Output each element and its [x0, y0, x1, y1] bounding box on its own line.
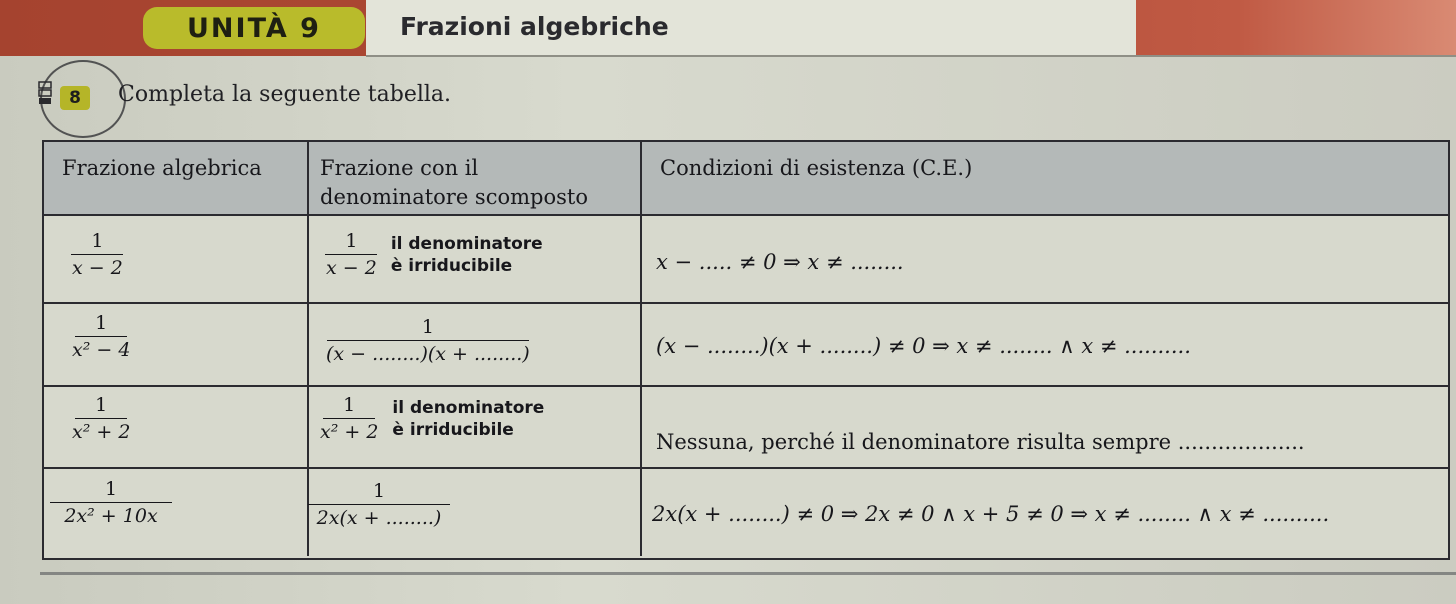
header-factored-line2: denominatore scomposto — [320, 185, 588, 209]
unit-label: UNITÀ 9 — [143, 7, 365, 49]
chapter-title: Frazioni algebriche — [400, 12, 669, 41]
row4-fraction: $\frac{1}{\text{2x² + 10x}}$ — [50, 478, 172, 527]
note-line: il denominatore — [392, 397, 545, 418]
row-divider — [44, 467, 1448, 469]
row1-factored: $\frac{1}{x - 2}$ il denominatore è irriducibile — [326, 230, 543, 279]
row4-conditions: 2x(x + ........) ≠ 0 ⇒ 2x ≠ 0 ∧ x + 5 ≠ 0 ⇒ x ≠ ........ ∧ x ≠ .......... — [652, 502, 1330, 526]
row-divider — [44, 385, 1448, 387]
row2-fraction: $\frac{1}{\text{x² − 4}}$ — [72, 312, 131, 361]
row3-conditions: Nessuna, perché il denominatore risulta sempre ................... — [656, 430, 1305, 454]
exercise-table — [42, 140, 1450, 560]
row3-fraction: $\frac{1}{\text{x² + 2}}$ — [72, 394, 131, 443]
header-conditions: Condizioni di esistenza (C.E.) — [660, 156, 973, 180]
row2-conditions: (x − ........)(x + ........) ≠ 0 ⇒ x ≠ ........ ∧ x ≠ .......... — [656, 334, 1191, 358]
note-line: è irriducibile — [392, 419, 514, 440]
row2-factored: $\frac{1}{(x - ........)(x + ........)}$ — [326, 316, 530, 365]
exercise-number: 8 — [60, 86, 90, 110]
row-divider — [44, 302, 1448, 304]
header-divider — [366, 55, 1456, 57]
exercise-instruction: Completa la seguente tabella. — [118, 82, 452, 107]
note-line: è irriducibile — [390, 255, 513, 276]
row1-fraction: $\frac{1}{x - 2}$ — [72, 230, 123, 279]
row4-factored: $\frac{1}{2x(x + ........)}$ — [308, 480, 450, 529]
note-line: il denominatore — [390, 233, 543, 254]
handwritten-circle — [40, 60, 126, 138]
header-factored-line1: Frazione con il — [320, 156, 479, 180]
column-divider — [640, 142, 642, 556]
row1-conditions: x − ..... ≠ 0 ⇒ x ≠ ........ — [656, 250, 904, 274]
page-bottom-rule — [40, 572, 1456, 575]
row3-factored: $\frac{1}{\text{x² + 2}}$ il denominatore è irriducibile — [320, 394, 545, 443]
row-divider — [44, 214, 1448, 216]
header-factored — [320, 154, 588, 212]
header-fraction: Frazione algebrica — [62, 156, 262, 180]
